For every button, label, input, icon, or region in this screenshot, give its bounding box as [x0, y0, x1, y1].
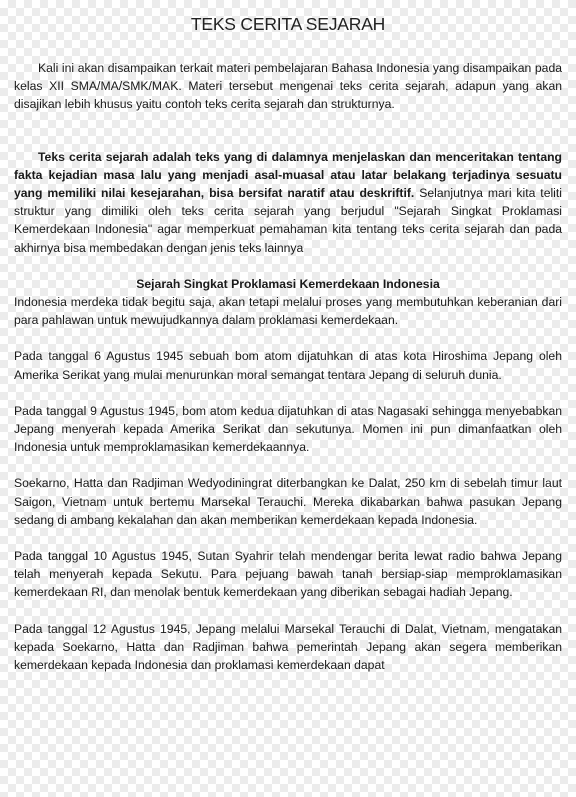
intro-paragraph: Kali ini akan disampaikan terkait materi pembelajaran Bahasa Indonesia yang disampaikan pada kelas XII SMA/MA/SMK/MAK. Materi tersebut mengenai teks cerita sejarah, adapun yang akan disajikan lebih khusus yaitu contoh teks cerita sejarah dan strukturnya.	[14, 61, 562, 112]
body-paragraph-2: Pada tanggal 6 Agustus 1945 sebuah bom atom dijatuhkan di atas kota Hiroshima Jepang oleh Amerika Serikat yang mulai menurunkan moral semangat tentara Jepang di seluruh dunia.	[14, 349, 562, 382]
body-paragraph-1: Indonesia merdeka tidak begitu saja, akan tetapi melalui proses yang membutuhkan keberanian dari para pahlawan untuk mewujudkannya dalam proklamasi kemerdekaan.	[14, 295, 562, 328]
body-paragraph-4: Soekarno, Hatta dan Radjiman Wedyodiningrat diterbangkan ke Dalat, 250 km di sebelah timur laut Saigon, Vietnam untuk bertemu Marsekal Terauchi. Mereka dikabarkan bahwa pasukan Jepang sedang di ambang kekalahan dan akan memberikan kemerdekaan kepada Indonesia.	[14, 476, 562, 527]
definition-rest-text: Selanjutnya mari kita teliti struktur yang dimiliki oleh teks cerita sejarah yang berjudul "Sejarah Singkat Proklamasi Kemerdekaan Indonesia" agar memperkuat pemahaman kita tentang teks cerita sejarah dan pada akhirnya bisa membedakan dengan jenis teks lainnya	[14, 186, 562, 255]
definition-bold-text: Teks cerita sejarah adalah teks yang di dalamnya menjelaskan dan menceritakan tentang fakta kejadian masa lalu yang menjadi asal-muasal atau latar belakang terjadinya sesuatu yang memiliki nilai kesejarahan, bisa bersifat naratif atau deskriftif.	[14, 149, 562, 201]
body-paragraph-6: Pada tanggal 12 Agustus 1945, Jepang melalui Marsekal Terauchi di Dalat, Vietnam, mengatakan kepada Soekarno, Hatta dan Radjiman bahwa pemerintah Jepang akan segera memberikan kemerdekaan kepada Indonesia dan proklamasi kemerdekaan dapat	[14, 621, 562, 673]
body-paragraph-5: Pada tanggal 10 Agustus 1945, Sutan Syahrir telah mendengar berita lewat radio bahwa Jepang telah menyerah kepada Sekutu. Para pejuang bawah tanah bersiap-siap memproklamasikan kemerdekaan RI, dan menolak bentuk kemerdekaan yang diberikan sebagai hadiah Jepang.	[14, 549, 562, 600]
document-title: TEKS CERITA SEJARAH	[190, 14, 386, 34]
section-heading: Sejarah Singkat Proklamasi Kemerdekaan Indonesia	[136, 276, 440, 291]
definition-paragraph	[14, 148, 562, 257]
body-paragraph-3: Pada tanggal 9 Agustus 1945, bom atom kedua dijatuhkan di atas Nagasaki sehingga menyebabkan Jepang menyerah kepada Amerika Serikat dan sekutunya. Momen ini pun dimanfaatkan oleh Indonesia untuk memproklamasikan kemerdekaannya.	[14, 403, 562, 455]
